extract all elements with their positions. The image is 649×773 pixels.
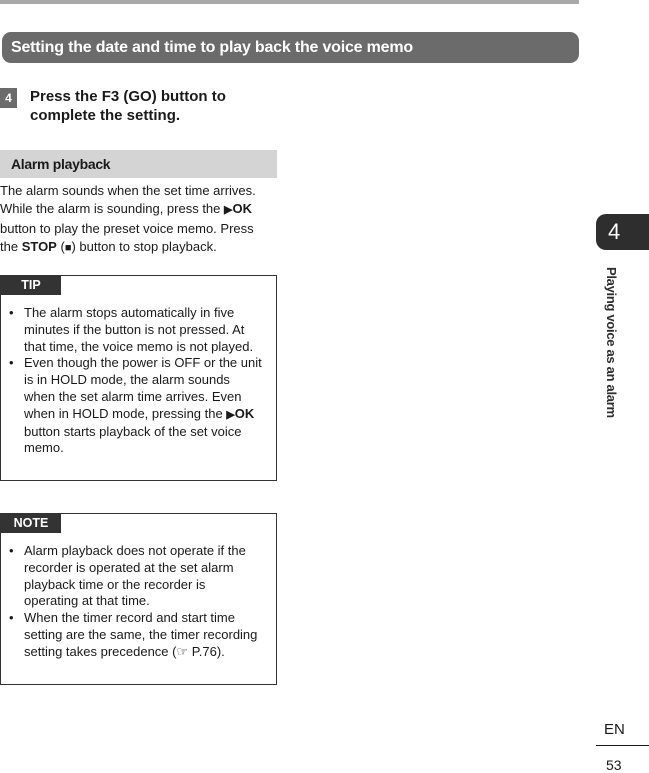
note-label: NOTE — [1, 514, 61, 533]
note-item — [1, 543, 263, 610]
bullet-icon: • — [9, 305, 14, 320]
tip-item-2-prefix: Even though the power is OFF or the unit is in HOLD mode, the alarm sounds when the set alarm time arrives. Even when in HOLD mode, pressing the — [24, 355, 262, 421]
footer-rule — [596, 745, 649, 746]
step-instruction — [30, 87, 260, 125]
page-reference-icon: ☞ — [176, 643, 189, 659]
language-code: EN — [604, 721, 625, 738]
tip-item-2-suffix: button starts playback of the set voice memo. — [24, 423, 242, 456]
play-icon: ▶ — [224, 204, 233, 217]
note-box — [0, 513, 277, 685]
ok-button-label: OK — [232, 201, 252, 217]
bullet-icon: • — [9, 543, 14, 558]
chapter-title-vertical: Playing voice as an alarm — [604, 267, 619, 418]
tip-item-1-text: The alarm stops automatically in five minutes if the button is not pressed. At that time, the voice memo is not played. — [24, 305, 254, 354]
note-item — [1, 610, 263, 660]
bullet-icon: • — [9, 355, 14, 371]
ok-button-label: OK — [234, 405, 255, 421]
page-reference: P.76 — [188, 643, 217, 659]
note-item-2-suffix: ). — [216, 643, 225, 659]
top-rule — [0, 0, 579, 4]
tip-box — [0, 275, 277, 481]
alarm-playback-paragraph — [0, 182, 272, 257]
tip-label: TIP — [1, 276, 61, 295]
alarm-text-part3: ) button to stop playback. — [71, 238, 217, 254]
alarm-text-part1: The alarm sounds when the set time arrives. While the alarm is sounding, press the — [0, 183, 256, 217]
alarm-playback-heading: Alarm playback — [0, 150, 277, 178]
step-text-suffix: button to complete the setting. — [30, 88, 226, 124]
note-item-2-prefix: When the timer record and start time setting are the same, the timer recording setting takes precedence ( — [24, 610, 258, 659]
tip-item — [1, 305, 263, 355]
f3-go-button-label: F3 (GO) — [101, 88, 157, 105]
play-icon: ▶ — [226, 408, 235, 421]
stop-paren-open: ( — [56, 238, 65, 254]
note-item-1-text: Alarm playback does not operate if the recorder is operated at the set alarm playback time or the recorder is operating at that time. — [24, 543, 246, 609]
note-list — [1, 543, 263, 661]
step-text-prefix: Press the — [30, 88, 102, 105]
stop-button-label: STOP — [21, 238, 57, 254]
tip-item — [1, 355, 263, 457]
tip-list — [1, 305, 263, 457]
chapter-tab: 4 — [596, 214, 649, 250]
stop-icon: ■ — [64, 241, 72, 254]
section-title: Setting the date and time to play back the voice memo — [2, 32, 579, 63]
alarm-text-part2: button to play the preset voice memo. Press the — [0, 220, 254, 254]
page-number: 53 — [606, 757, 622, 773]
step-number-badge: 4 — [0, 88, 17, 108]
bullet-icon: • — [9, 610, 14, 626]
